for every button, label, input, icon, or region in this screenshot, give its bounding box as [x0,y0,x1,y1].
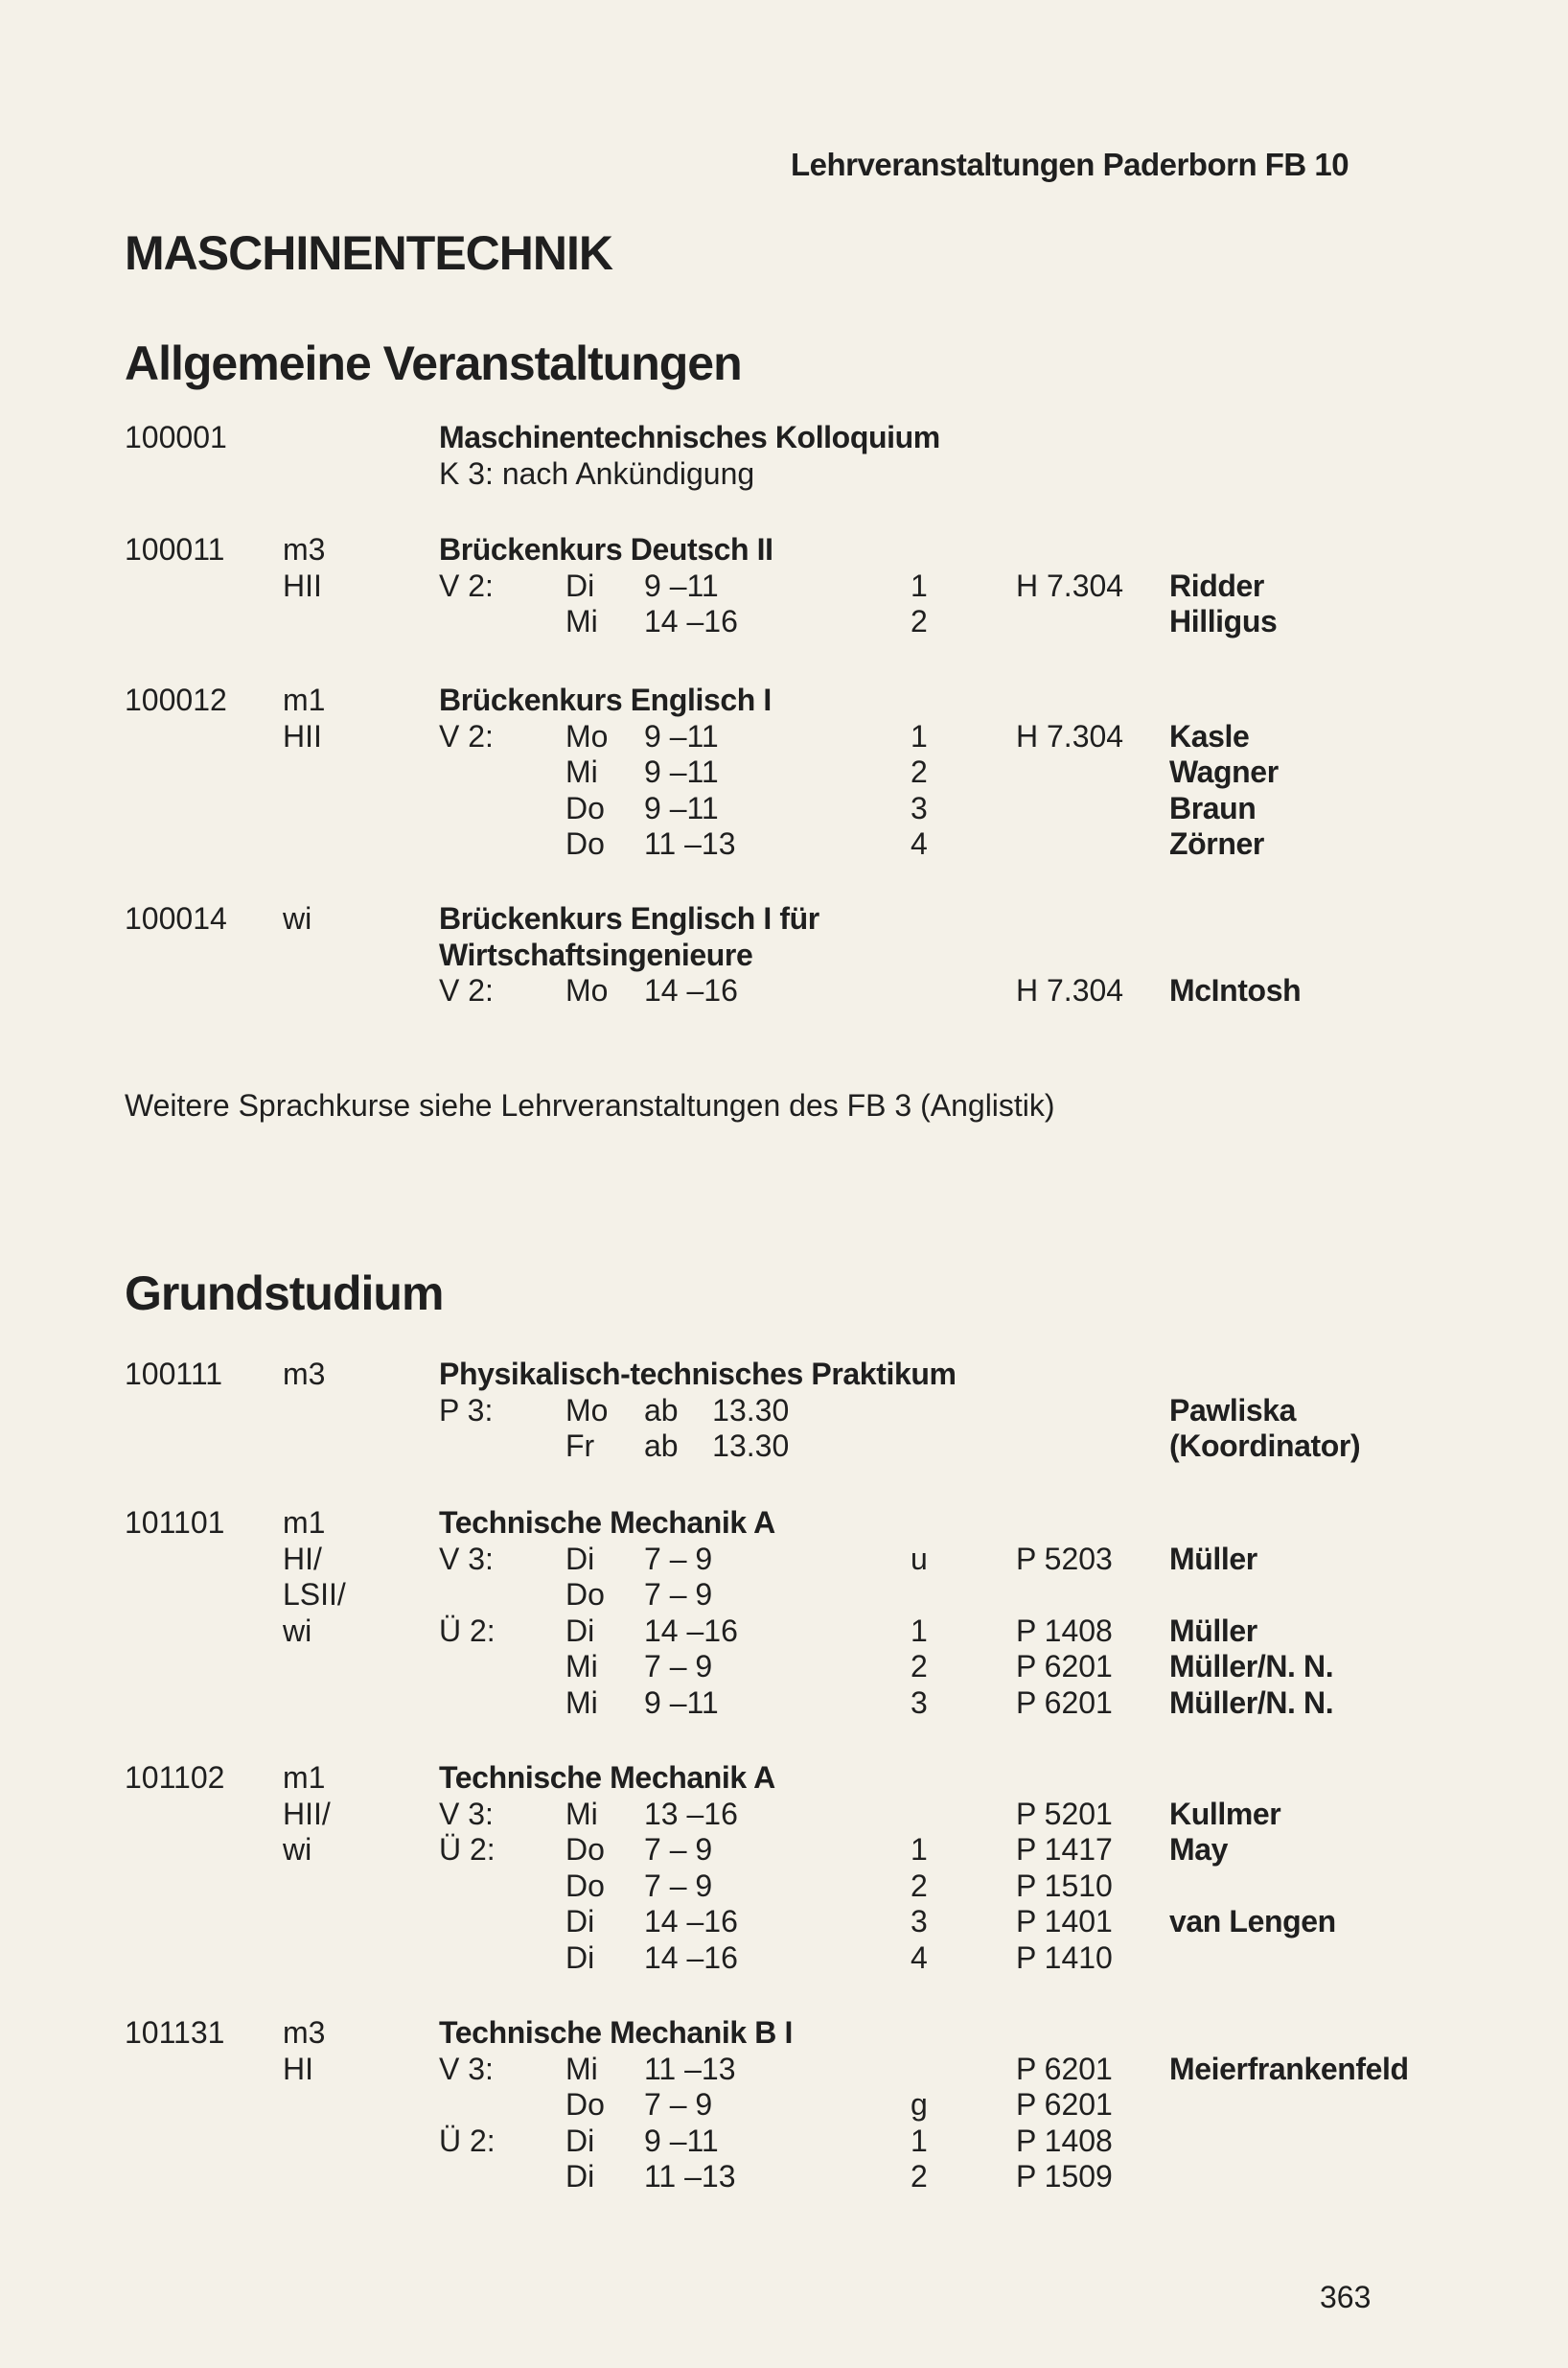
session-lecturer: Kullmer [1169,1796,1281,1831]
session-lecturer: Müller [1169,1613,1257,1648]
session-lecturer: Zörner [1169,826,1264,861]
session-group: 3 [911,1904,928,1939]
session-type: V 3: [439,2051,494,2086]
session-room: P 6201 [1016,2087,1113,2122]
session-time: 13 –16 [644,1796,738,1831]
session-lecturer: van Lengen [1169,1904,1336,1939]
session-room: H 7.304 [1016,718,1124,754]
session-day: Do [565,826,605,861]
session-day: Mi [565,1796,598,1831]
session-day: Do [565,790,605,825]
session-day: Di [565,1541,595,1576]
session-group: 1 [911,568,928,603]
session-room: P 6201 [1016,1684,1113,1720]
session-time: ab 13.30 [644,1392,790,1428]
session-lecturer: McIntosh [1169,973,1302,1008]
session-room: P 5203 [1016,1541,1113,1576]
session-group: 2 [911,1868,928,1903]
target-group: m3 [283,532,326,567]
session-group: 2 [911,755,928,789]
target-group: m1 [283,683,326,717]
session-time: 14 –16 [644,1613,738,1648]
session-day: Do [565,1832,605,1867]
course-title: Wirtschaftsingenieure [439,937,753,972]
session-room: H 7.304 [1016,568,1124,603]
session-day: Di [565,1904,595,1939]
session-time: 9 –11 [644,1684,719,1720]
target-group: HII/ [283,1796,331,1831]
target-group: m1 [283,1760,326,1795]
session-lecturer: Wagner [1169,755,1279,789]
session-lecturer: Müller/N. N. [1169,1649,1334,1683]
course-number: 101101 [125,1505,225,1540]
page-header: Lehrveranstaltungen Paderborn FB 10 [791,147,1349,182]
course-number: 101131 [125,2015,225,2050]
session-time: 14 –16 [644,1939,738,1975]
target-group: HI/ [283,1541,322,1576]
session-type: P 3: [439,1392,494,1428]
session-room: P 1510 [1016,1868,1113,1903]
session-day: Mo [565,1392,609,1428]
session-time: 9 –11 [644,2123,719,2158]
target-group: wi [283,901,312,936]
session-time: 14 –16 [644,973,738,1008]
target-group: m1 [283,1505,326,1540]
course-title: Physikalisch-technisches Praktikum [439,1357,957,1391]
session-group: 3 [911,1684,928,1720]
target-group: wi [283,1832,312,1867]
session-time: ab 13.30 [644,1428,790,1463]
session-group: 4 [911,1939,928,1975]
session-time: 9 –11 [644,790,719,825]
session-group: 4 [911,826,928,861]
session-time: 11 –13 [644,826,736,861]
section-title: Grundstudium [125,1266,444,1320]
course-number: 100012 [125,683,227,717]
session-room: P 1417 [1016,1832,1113,1867]
session-room: H 7.304 [1016,973,1124,1008]
session-day: Mi [565,1684,598,1720]
session-time: 7 – 9 [644,1541,713,1576]
session-day: Mi [565,604,598,638]
session-lecturer: Ridder [1169,568,1264,603]
session-room: P 1410 [1016,1939,1113,1975]
session-room: P 1408 [1016,1613,1113,1648]
session-room: P 5201 [1016,1796,1113,1831]
session-day: Do [565,1868,605,1903]
session-lecturer: Müller [1169,1541,1257,1576]
session-group: 2 [911,1649,928,1683]
session-time: 7 – 9 [644,2087,713,2122]
course-title: Technische Mechanik A [439,1760,775,1795]
session-day: Do [565,1577,605,1612]
session-type: Ü 2: [439,1832,496,1867]
session-room: P 6201 [1016,1649,1113,1683]
session-time: 9 –11 [644,568,719,603]
course-title: Technische Mechanik A [439,1505,775,1540]
session-time: 11 –13 [644,2159,736,2194]
session-room: P 1509 [1016,2159,1113,2194]
session-day: Di [565,1939,595,1975]
session-day: Di [565,568,595,603]
session-type: V 2: [439,718,494,754]
language-course-note: Weitere Sprachkurse siehe Lehrveranstaltungen des FB 3 (Anglistik) [125,1088,1055,1123]
session-day: Mo [565,718,609,754]
target-group: HI [283,2051,313,2086]
session-group: u [911,1541,928,1576]
session-time: 9 –11 [644,755,719,789]
session-type: V 3: [439,1796,494,1831]
session-day: Di [565,2159,595,2194]
page-number: 363 [1320,2280,1372,2314]
session-time: 14 –16 [644,604,738,638]
session-day: Fr [565,1428,595,1463]
target-group: wi [283,1613,312,1648]
session-lecturer: Kasle [1169,718,1250,754]
session-lecturer: Pawliska [1169,1392,1297,1428]
session-type: K 3: nach Ankündigung [439,455,755,491]
session-type: V 2: [439,568,494,603]
session-group: 1 [911,2123,928,2158]
session-time: 9 –11 [644,718,719,754]
session-type: V 3: [439,1541,494,1576]
session-group: g [911,2087,928,2122]
session-group: 1 [911,718,928,754]
session-time: 7 – 9 [644,1832,713,1867]
session-room: P 1408 [1016,2123,1113,2158]
target-group: HII [283,568,322,603]
session-room: P 1401 [1016,1904,1113,1939]
session-lecturer: Braun [1169,790,1257,825]
course-title: Brückenkurs Englisch I für [439,901,819,936]
section-title: Allgemeine Veranstaltungen [125,337,742,390]
session-lecturer: Müller/N. N. [1169,1684,1334,1720]
course-title: Maschinentechnisches Kolloquium [439,420,940,454]
session-day: Do [565,2087,605,2122]
session-day: Mi [565,2051,598,2086]
department-title: MASCHINENTECHNIK [125,226,612,280]
session-type: V 2: [439,973,494,1008]
session-room: P 6201 [1016,2051,1113,2086]
session-group: 2 [911,2159,928,2194]
session-day: Mi [565,755,598,789]
session-type: Ü 2: [439,1613,496,1648]
session-group: 1 [911,1832,928,1867]
session-time: 7 – 9 [644,1577,713,1612]
course-number: 100014 [125,901,227,936]
session-group: 3 [911,790,928,825]
session-lecturer: (Koordinator) [1169,1428,1361,1463]
session-day: Mo [565,973,609,1008]
session-lecturer: May [1169,1832,1229,1867]
session-time: 7 – 9 [644,1649,713,1683]
target-group: HII [283,718,322,754]
session-day: Mi [565,1649,598,1683]
course-number: 100001 [125,420,227,454]
course-number: 100111 [125,1357,223,1391]
course-title: Brückenkurs Deutsch II [439,532,773,567]
target-group: m3 [283,1357,326,1391]
session-time: 14 –16 [644,1904,738,1939]
session-lecturer: Meierfrankenfeld [1169,2051,1409,2086]
session-group: 1 [911,1613,928,1648]
target-group: LSII/ [283,1577,346,1612]
target-group: m3 [283,2015,326,2050]
session-lecturer: Hilligus [1169,604,1278,638]
session-day: Di [565,1613,595,1648]
session-time: 11 –13 [644,2051,736,2086]
course-title: Technische Mechanik B I [439,2015,793,2050]
session-time: 7 – 9 [644,1868,713,1903]
session-group: 2 [911,604,928,638]
session-type: Ü 2: [439,2123,496,2158]
course-number: 101102 [125,1760,225,1795]
session-day: Di [565,2123,595,2158]
course-title: Brückenkurs Englisch I [439,683,772,717]
course-number: 100011 [125,532,225,567]
